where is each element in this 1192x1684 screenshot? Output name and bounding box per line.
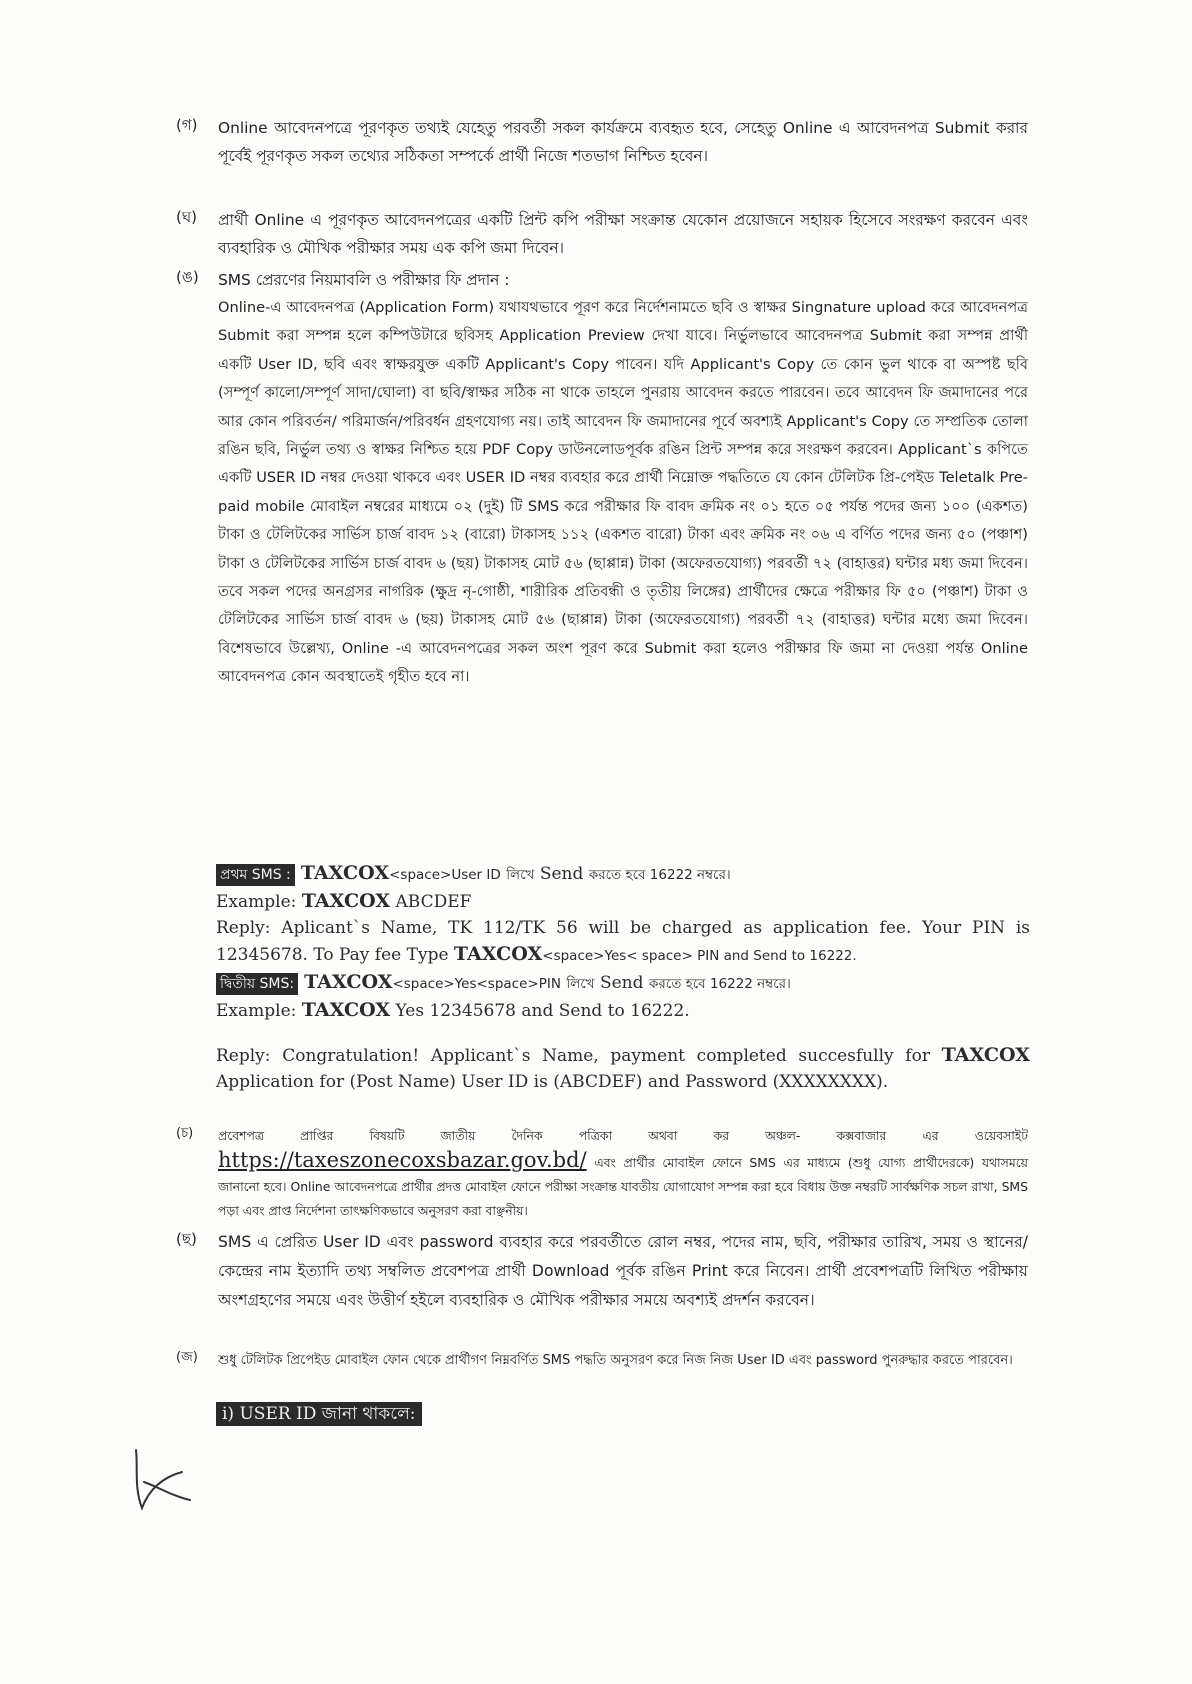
item-marker: (ঘ) xyxy=(176,208,197,226)
example-label: Example: xyxy=(216,1001,297,1021)
keyword: TAXCOX xyxy=(941,1044,1031,1066)
second-sms-tag: দ্বিতীয় SMS: xyxy=(216,973,298,995)
item-gha xyxy=(176,206,1028,262)
keyword: TAXCOX xyxy=(300,862,390,884)
send-label: Send xyxy=(539,864,584,884)
keyword: TAXCOX xyxy=(453,943,543,965)
send-suffix: করতে হবে 16222 নম্বরে। xyxy=(648,976,791,992)
reply-text xyxy=(216,915,1030,969)
reply-body: Reply: Aplicant`s Name, TK 112/TK 56 will be charged as application fee. Your PIN is 12345678. To Pay fee Type xyxy=(216,918,1030,965)
item-cha xyxy=(176,1124,1028,1223)
sms-format: <space>Yes<space>PIN xyxy=(392,976,561,992)
reply-body: Application for (Post Name) User ID is (ABCDEF) and Password (XXXXXXXX). xyxy=(216,1072,889,1092)
first-sms-tag: প্রথম SMS : xyxy=(216,864,295,886)
first-sms-line xyxy=(216,860,1030,888)
item-chha xyxy=(176,1228,1028,1315)
keyword: TAXCOX xyxy=(301,999,391,1021)
item-text xyxy=(218,1124,1028,1223)
reply-end: <space>Yes< space> PIN and Send to 16222. xyxy=(542,948,857,964)
item-text-b: এবং প্রার্থীর মোবাইল ফোনে SMS এর মাধ্যমে (শুধু যোগ্য প্রার্থীদেরকে) যথাসময়ে জানানো হবে। Online আবেদনপত্রে প্রার্থীর প্রদত্ত মোবাইল ফোনে পরীক্ষা সংক্রান্ত যাবতীয় যোগাযোগ সম্পন্ন করা হবে বিধায় উক্ত নম্বরটি সার্বক্ষণিক সচল রাখা, SMS পড়া এবং প্রাপ্ত নির্দেশনা তাৎক্ষণিকভাবে অনুসরণ করা বাঞ্ছনীয়। xyxy=(218,1155,1028,1218)
signature-mark xyxy=(126,1448,196,1512)
send-suffix: করতে হবে 16222 নম্বরে। xyxy=(588,867,731,883)
item-text: শুধু টেলিটক প্রিপেইড মোবাইল ফোন থেকে প্রার্থীগণ নিম্নবর্ণিত SMS পদ্ধতি অনুসরণ করে নিজ নিজ User ID এবং password পুনরুদ্ধার করতে পারবেন। xyxy=(218,1353,1013,1368)
item-text: Online-এ আবেদনপত্র (Application Form) যথাযথভাবে পূরণ করে নির্দেশনামতে ছবি ও স্বাক্ষর Singnature upload করে আবেদনপত্র Submit করা সম্পন্ন হলে কম্পিউটারে ছবিসহ Application Preview দেখা যাবে। নির্ভুলভাবে আবেদনপত্র Submit করা সম্পন্ন প্রার্থী একটি User ID, ছবি এবং স্বাক্ষরযুক্ত একটি Applicant's Copy পাবেন। যদি Applicant's Copy তে কোন ভুল থাকে বা অস্পষ্ট ছবি (সম্পূর্ণ কালো/সম্পূর্ণ সাদা/ঘোলা) বা ছবি/স্বাক্ষর সঠিক না থাকে তাহলে পুনরায় আবেদন করতে পারবেন। তবে আবেদন ফি জমাদানের পরে আর কোন পরিবর্তন/ পরিমার্জন/পরিবর্ধন গ্রহণযোগ্য নয়। তাই আবেদন ফি জমাদানের পূর্বে অবশ্যই Applicant's Copy তে সম্প্রতিক তোলা রঙিন ছবি, নির্ভুল তথ্য ও স্বাক্ষর নিশ্চিত হয়ে PDF Copy ডাউনলোডপূর্বক রঙিন প্রিন্ট সম্পন্ন করে সংরক্ষণ করবেন। Applicant`s কপিতে একটি USER ID নম্বর দেওয়া থাকবে এবং USER ID নম্বর ব্যবহার করে প্রার্থী নিম্নোক্ত পদ্ধতিতে যে কোন টেলিটক প্রি-পেইড Teletalk Pre-paid mobile মোবাইল নম্বরের মাধ্যমে ০২ (দুই) টি SMS করে পরীক্ষার ফি বাবদ ক্রমিক নং ০১ হতে ০৫ পর্যন্ত পদের জন্য ১০০ (একশত) টাকা ও টেলিটকের সার্ভিস চার্জ বাবদ ১২ (বারো) টাকাসহ ১১২ (একশত বারো) টাকা এবং ক্রমিক নং ০৬ এ বর্ণিত পদের জন্য ৫০ (পঞ্চাশ) টাকা ও টেলিটকের সার্ভিস চার্জ বাবদ ৬ (ছয়) টাকাসহ মোট ৫৬ (ছাপ্পান্ন) টাকা (অফেরতযোগ্য) পরবর্তী ৭২ (বাহাত্তর) ঘন্টার মধ্য জমা দিবেন। তবে সকল পদের অনগ্রসর নাগরিক (ক্ষুদ্র নৃ-গোষ্ঠী, শারীরিক প্রতিবন্ধী ও তৃতীয় লিঙ্গের) প্রার্থীদের ক্ষেত্রে পরীক্ষার ফি ৫০ (পঞ্চাশ) টাকা ও টেলিটকের সার্ভিস চার্জ বাবদ ৬ (ছয়) টাকাসহ মোট ৫৬ (ছাপ্পান্ন) টাকা (অফেরতযোগ্য) পরবর্তী ৭২ (বাহাত্তর) ঘন্টার মধ্যে জমা দিবেন। বিশেষভাবে উল্লেখ্য, Online -এ আবেদনপত্রের সকল অংশ পূরণ করে Submit করা হলেও পরীক্ষার ফি জমা না দেওয়া পর্যন্ত Online আবেদনপত্র কোন অবস্থাতেই গৃহীত হবে না। xyxy=(218,299,1028,686)
item-ja xyxy=(176,1348,1028,1374)
reply-body: Reply: Congratulation! Applicant`s Name, payment completed succesfully for xyxy=(216,1046,930,1066)
item-marker: (জ) xyxy=(176,1350,198,1365)
example-line xyxy=(216,888,1030,915)
sms-format: <space>User ID xyxy=(389,867,501,883)
keyword: TAXCOX xyxy=(301,890,391,912)
item-uma xyxy=(176,266,1028,692)
item-text-a: প্রবেশপত্র প্রাপ্তির বিষয়টি জাতীয় দৈনিক পত্রিকা অথবা কর অঞ্চল- কক্সবাজার এর ওয়েবসাইট xyxy=(218,1128,1028,1143)
item-marker: (ছ) xyxy=(176,1230,197,1248)
example-value: ABCDEF xyxy=(395,892,472,912)
item-heading: SMS প্রেরণের নিয়মাবলি ও পরীক্ষার ফি প্রদান : xyxy=(218,271,510,289)
write-label: লিখে xyxy=(566,976,595,992)
write-label: লিখে xyxy=(506,867,535,883)
item-text: Online আবেদনপত্রে পূরণকৃত তথ্যই যেহেতু পরবর্তী সকল কার্যক্রমে ব্যবহৃত হবে, সেহেতু Online এ আবেদনপত্র Submit করার পূর্বেই পূরণকৃত সকল তথ্যের সঠিকতা সম্পর্কে প্রার্থী নিজে শতভাগ নিশ্চিত হবেন। xyxy=(218,119,1028,165)
sms-instructions xyxy=(216,860,1030,1095)
website-link[interactable]: https://taxeszonecoxsbazar.gov.bd/ xyxy=(218,1148,587,1172)
send-label: Send xyxy=(599,973,644,993)
item-marker: (গ) xyxy=(176,116,198,134)
example-label: Example: xyxy=(216,892,297,912)
item-marker: (চ) xyxy=(176,1126,194,1141)
userid-known-tag: i) USER ID জানা থাকলে: xyxy=(216,1402,422,1426)
example-value: Yes 12345678 and Send to 16222. xyxy=(395,1001,690,1021)
item-text: প্রার্থী Online এ পূরণকৃত আবেদনপত্রের একটি প্রিন্ট কপি পরীক্ষা সংক্রান্ত যেকোন প্রয়োজনে সহায়ক হিসেবে সংরক্ষণ করবেন এবং ব্যবহারিক ও মৌখিক পরীক্ষার সময় এক কপি জমা দিবেন। xyxy=(218,211,1028,257)
reply-text xyxy=(216,1042,1030,1095)
item-text: SMS এ প্রেরিত User ID এবং password ব্যবহার করে পরবর্তীতে রোল নম্বর, পদের নাম, ছবি, পরীক্ষার তারিখ, সময় ও স্থানের/কেন্দ্রের নাম ইত্যাদি তথ্য সম্বলিত প্রবেশপত্র প্রার্থী Download পূর্বক রঙিন Print করে নিবেন। প্রার্থী প্রবেশপত্রটি লিখিত পরীক্ষায় অংশগ্রহণের সময়ে এবং উত্তীর্ণ হইলে ব্যবহারিক ও মৌখিক পরীক্ষার সময়ে অবশ্যই প্রদর্শন করবেন। xyxy=(218,1233,1028,1309)
example-line xyxy=(216,997,1030,1024)
item-marker: (ঙ) xyxy=(176,268,199,286)
second-sms-line xyxy=(216,969,1030,997)
item-ga xyxy=(176,114,1028,170)
keyword: TAXCOX xyxy=(304,971,393,993)
